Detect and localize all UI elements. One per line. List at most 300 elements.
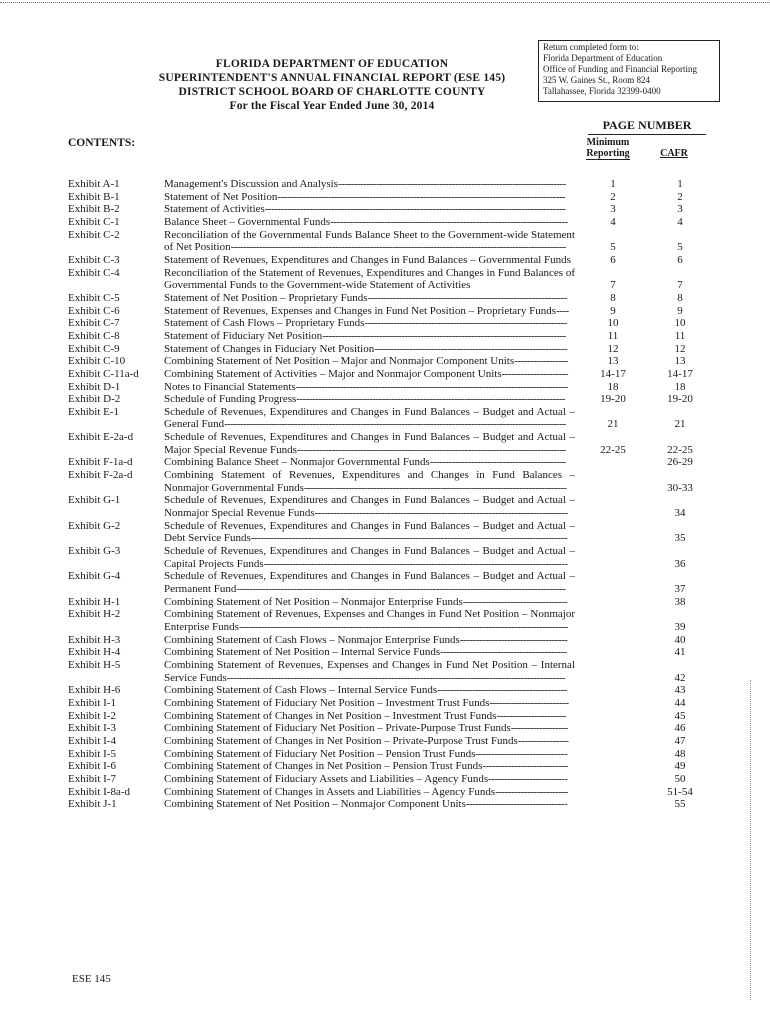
dot-leader: ----------------------: [496, 709, 567, 722]
page-cafr: [652, 317, 708, 330]
exhibit-description-cell: [164, 343, 575, 356]
exhibit-code: Exhibit I-5: [68, 747, 116, 760]
exhibit-description-cell: [164, 596, 575, 609]
dot-leader: -----------------------------------------------------------------------------------------------------------: [226, 671, 566, 684]
toc-row: [68, 267, 708, 292]
exhibit-code: Exhibit H-5: [68, 658, 121, 671]
page-min-value: 11: [607, 329, 619, 342]
page-minimum-reporting: [580, 646, 646, 659]
page-min-value: 12: [607, 342, 619, 355]
dot-leader: ---------------------------: [482, 760, 568, 773]
exhibit-description: Combining Statement of Cash Flows – Nonmajor Enterprise Funds: [164, 633, 460, 646]
exhibit-description-cell: [164, 634, 575, 647]
return-line: Tallahassee, Florida 32399-0400: [543, 86, 661, 96]
toc-row: [68, 406, 708, 431]
toc-row: [68, 330, 708, 343]
page-cafr-value: 47: [674, 734, 686, 747]
page-cafr: [652, 469, 708, 494]
dot-leader: --------------------------------------------------------------------------------------------------------: [238, 620, 568, 633]
exhibit-description-cell: [164, 697, 575, 710]
page-cafr: [652, 203, 708, 216]
report-header: [120, 57, 544, 113]
header-district: DISTRICT SCHOOL BOARD OF CHARLOTTE COUNTY: [178, 86, 486, 98]
toc-row: [68, 735, 708, 748]
exhibit-description: Combining Statement of Fiduciary Net Position – Pension Trust Funds: [164, 747, 476, 760]
exhibit-description: Combining Balance Sheet – Nonmajor Governmental Funds: [164, 456, 430, 469]
page-min-value: 19-20: [600, 393, 626, 406]
page-cafr: [652, 393, 708, 406]
exhibit-code: Exhibit G-3: [68, 545, 121, 558]
exhibit-description: Combining Statement of Activities – Major and Nonmajor Component Units: [164, 367, 502, 380]
page-min-value: 6: [610, 253, 616, 266]
page-cafr: [652, 570, 708, 595]
page-minimum-reporting: [580, 381, 646, 394]
page-cafr: [652, 520, 708, 545]
exhibit-description: Combining Statement of Changes in Net Position – Private-Purpose Trust Funds: [164, 734, 518, 747]
exhibit-code: Exhibit G-1: [68, 494, 121, 507]
page-minimum-reporting: [580, 216, 646, 229]
page-minimum-reporting: [580, 545, 646, 570]
exhibit-description: Statement of Net Position: [164, 190, 278, 203]
exhibit-description: Statement of Changes in Fiduciary Net Position: [164, 342, 375, 355]
dot-leader: -------------------------------------------------------------------------------------------: [277, 190, 566, 203]
toc-row: [68, 191, 708, 204]
page-cafr: [652, 634, 708, 647]
exhibit-code: Exhibit C-10: [68, 355, 126, 368]
page-cafr-value: 35: [674, 532, 686, 545]
toc-row: [68, 355, 708, 368]
exhibit-description-cell: [164, 216, 575, 229]
page-minimum-reporting: [580, 191, 646, 204]
toc-row: [68, 216, 708, 229]
toc-row: [68, 684, 708, 697]
page-minimum-reporting: [580, 229, 646, 254]
exhibit-code: Exhibit C-6: [68, 304, 120, 317]
page-cafr: [652, 178, 708, 191]
toc-row: [68, 545, 708, 570]
page-cafr-value: 5: [677, 241, 683, 254]
page-cafr-value: 13: [674, 355, 686, 368]
exhibit-code: Exhibit H-4: [68, 646, 121, 659]
exhibit-description-cell: [164, 659, 575, 684]
page-cafr-value: 45: [674, 709, 686, 722]
toc-row: [68, 431, 708, 456]
dot-leader: --------------------------------------------------------------------------------: [314, 507, 568, 520]
dot-leader: -----------------------------: [475, 747, 568, 760]
exhibit-code: Exhibit D-2: [68, 393, 121, 406]
page-cafr-value: 34: [674, 507, 686, 520]
dot-leader: ----------------------------------------------------------------------------------------------------------: [230, 241, 566, 254]
dot-leader: -------------------------: [489, 696, 569, 709]
page-cafr-value: 50: [674, 772, 686, 785]
col-head-min-line1: Minimum: [586, 137, 630, 148]
exhibit-description-cell: [164, 469, 575, 494]
exhibit-code: Exhibit G-2: [68, 519, 121, 532]
page-minimum-reporting: [580, 178, 646, 191]
exhibit-description: Combining Statement of Net Position – Internal Service Funds: [164, 646, 441, 659]
exhibit-description-cell: [164, 305, 575, 318]
header-report-title: SUPERINTENDENT'S ANNUAL FINANCIAL REPORT (ESE 145): [158, 72, 506, 84]
page-cafr-value: 21: [674, 418, 686, 431]
page-cafr: [652, 406, 708, 431]
scan-artifact-top: [0, 2, 770, 7]
dot-leader: ------------------------------------------------------------------------------------------------: [263, 557, 568, 570]
page-min-value: 5: [610, 241, 616, 254]
toc-row: [68, 292, 708, 305]
exhibit-description-cell: [164, 267, 575, 292]
exhibit-description-cell: [164, 431, 575, 456]
exhibit-code: Exhibit C-1: [68, 215, 120, 228]
exhibit-description: Combining Statement of Revenues, Expenses and Changes in Fund Net Position – Internal Service Funds: [164, 658, 575, 684]
toc-row: [68, 203, 708, 216]
exhibit-code: Exhibit C-9: [68, 342, 120, 355]
page-cafr-value: 48: [674, 747, 686, 760]
dot-leader: --------------------------------------------------------------------------------------------------------: [236, 583, 566, 595]
exhibit-description-cell: [164, 406, 575, 431]
exhibit-code: Exhibit B-2: [68, 203, 120, 216]
exhibit-description-cell: [164, 798, 575, 811]
dot-leader: -----------------------------------------: [437, 684, 567, 697]
toc-row: [68, 368, 708, 381]
exhibit-description-cell: [164, 773, 575, 786]
exhibit-description-cell: [164, 292, 575, 305]
page-min-value: 7: [610, 279, 616, 292]
exhibit-code: Exhibit A-1: [68, 178, 120, 190]
toc-row: [68, 305, 708, 318]
page-min-value: 1: [610, 178, 616, 190]
exhibit-description: Combining Statement of Cash Flows – Internal Service Funds: [164, 684, 438, 697]
dot-leader: ---------------------------------------------------------------: [367, 291, 567, 304]
page-cafr-value: 49: [674, 760, 686, 773]
page-min-value: 8: [610, 291, 616, 304]
exhibit-description-cell: [164, 494, 575, 519]
page-cafr-value: 55: [674, 798, 686, 811]
page-cafr-value: 39: [674, 620, 686, 633]
col-head-min-line2: Reporting: [586, 148, 630, 159]
page-minimum-reporting: [580, 355, 646, 368]
exhibit-description-cell: [164, 229, 575, 254]
toc-row: [68, 229, 708, 254]
page-minimum-reporting: [580, 634, 646, 647]
page-cafr-value: 6: [677, 253, 683, 266]
exhibit-description: Statement of Revenues, Expenditures and Changes in Fund Balances – Governmental Funds: [164, 253, 571, 266]
exhibit-description-cell: [164, 722, 575, 735]
dot-leader: -------------------------------------------------------------: [374, 342, 568, 355]
page-cafr: [652, 798, 708, 811]
toc-row: [68, 570, 708, 595]
page-min-value: 4: [610, 215, 616, 228]
contents-heading: CONTENTS:: [68, 137, 136, 149]
exhibit-code: Exhibit I-6: [68, 760, 116, 773]
page-cafr: [652, 659, 708, 684]
page-min-value: 9: [610, 304, 616, 317]
exhibit-description-cell: [164, 735, 575, 748]
page-cafr: [652, 431, 708, 456]
page-cafr-value: 22-25: [667, 443, 693, 456]
exhibit-description-cell: [164, 355, 575, 368]
page-cafr: [652, 229, 708, 254]
page-cafr: [652, 456, 708, 469]
page-minimum-reporting: [580, 570, 646, 595]
page-cafr-value: 19-20: [667, 393, 693, 406]
page-minimum-reporting: [580, 722, 646, 735]
form-code: ESE 145: [72, 973, 111, 985]
exhibit-code: Exhibit I-2: [68, 709, 116, 722]
page-cafr: [652, 330, 708, 343]
page-cafr: [652, 545, 708, 570]
exhibit-description: Combining Statement of Changes in Assets and Liabilities – Agency Funds: [164, 785, 496, 798]
page-cafr: [652, 368, 708, 381]
page-minimum-reporting: [580, 773, 646, 786]
dot-leader: ------------------: [510, 722, 568, 735]
exhibit-code: Exhibit C-4: [68, 266, 120, 279]
exhibit-code: Exhibit F-2a-d: [68, 469, 133, 482]
toc-row: [68, 760, 708, 773]
col-head-cafr: CAFR: [660, 148, 688, 159]
page-cafr: [652, 494, 708, 519]
exhibit-description-cell: [164, 317, 575, 330]
page-cafr: [652, 305, 708, 318]
page-cafr-value: 4: [677, 215, 683, 228]
page-minimum-reporting: [580, 305, 646, 318]
page-cafr-value: 1: [677, 178, 683, 190]
page-min-value: 3: [610, 203, 616, 216]
dot-leader: ----------------------------------: [459, 633, 568, 646]
exhibit-code: Exhibit C-11a-d: [68, 367, 139, 380]
toc-row: [68, 381, 708, 394]
page-minimum-reporting: [580, 254, 646, 267]
exhibit-description: Statement of Activities: [164, 203, 265, 216]
exhibit-description-cell: [164, 786, 575, 799]
exhibit-description-cell: [164, 456, 575, 469]
toc-row: [68, 317, 708, 330]
page-minimum-reporting: [580, 735, 646, 748]
toc-row: [68, 798, 708, 811]
col-head-minimum-reporting: [580, 137, 636, 159]
dot-leader: -----------------------------------------------------------------------------------------------: [264, 203, 566, 216]
toc-row: [68, 634, 708, 647]
page-cafr: [652, 646, 708, 659]
return-line: Return completed form to:: [543, 42, 639, 52]
dot-leader: --------------------------------------------------------------------------------------: [295, 380, 568, 393]
page-minimum-reporting: [580, 456, 646, 469]
page-cafr-value: 8: [677, 291, 683, 304]
page-minimum-reporting: [580, 760, 646, 773]
page-cafr: [652, 608, 708, 633]
toc-row: [68, 520, 708, 545]
page-cafr-value: 18: [674, 380, 686, 393]
exhibit-code: Exhibit B-1: [68, 190, 120, 203]
exhibit-description: Schedule of Revenues, Expenditures and Changes in Fund Balances – Budget and Actual – Debt Service Funds: [164, 519, 575, 545]
page-cafr: [652, 722, 708, 735]
exhibit-description: Combining Statement of Net Position – Nonmajor Enterprise Funds: [164, 595, 463, 608]
page-cafr-value: 30-33: [667, 481, 693, 494]
page-cafr-value: 2: [677, 190, 683, 203]
exhibit-code: Exhibit E-1: [68, 405, 120, 418]
page-cafr-value: 44: [674, 696, 686, 709]
exhibit-code: Exhibit H-6: [68, 684, 121, 697]
page-cafr: [652, 267, 708, 292]
page-cafr: [652, 292, 708, 305]
page-min-value: 22-25: [600, 443, 626, 456]
dot-leader: ----------------------------------------------------------------------------------------------------: [250, 532, 568, 545]
exhibit-code: Exhibit I-8a-d: [68, 785, 131, 798]
exhibit-description-cell: [164, 710, 575, 723]
page-cafr: [652, 216, 708, 229]
dot-leader: ----: [555, 304, 569, 317]
page-minimum-reporting: [580, 520, 646, 545]
page-min-value: 14-17: [600, 367, 626, 380]
page-minimum-reporting: [580, 343, 646, 356]
exhibit-description: Reconciliation of the Governmental Funds Balance Sheet to the Government-wide Statement of Net Position: [164, 228, 575, 254]
exhibit-code: Exhibit C-5: [68, 291, 120, 304]
exhibit-description-cell: [164, 608, 575, 633]
toc-row: [68, 722, 708, 735]
page-cafr-value: 38: [674, 595, 686, 608]
page-cafr-value: 41: [674, 646, 686, 659]
page-minimum-reporting: [580, 608, 646, 633]
exhibit-code: Exhibit C-7: [68, 317, 120, 330]
dot-leader: ------------------------------------------------------------------------------------------------------------: [224, 418, 566, 431]
toc-row: [68, 786, 708, 799]
toc-row: [68, 659, 708, 684]
page-minimum-reporting: [580, 697, 646, 710]
exhibit-description: Reconciliation of the Statement of Revenues, Expenditures and Changes in Fund Balances of Governmental Funds to the Government-wide Statement of Activities: [164, 266, 575, 292]
toc-row: [68, 469, 708, 494]
page-cafr: [652, 355, 708, 368]
page-minimum-reporting: [580, 203, 646, 216]
exhibit-description: Combining Statement of Revenues, Expenditures and Changes in Fund Balances – Nonmajor Governmental Funds: [164, 469, 575, 494]
exhibit-code: Exhibit C-3: [68, 253, 120, 266]
exhibit-code: Exhibit G-4: [68, 570, 121, 583]
exhibit-description: Schedule of Funding Progress: [164, 393, 297, 406]
page-minimum-reporting: [580, 469, 646, 494]
page-cafr-value: 40: [674, 633, 686, 646]
page-cafr-value: 37: [674, 583, 686, 595]
dot-leader: ----------------: [517, 734, 569, 747]
exhibit-code: Exhibit F-1a-d: [68, 456, 133, 469]
exhibit-code: Exhibit C-8: [68, 329, 120, 342]
dot-leader: -----------------------------------------------------------------------------: [322, 329, 566, 342]
exhibit-description-cell: [164, 368, 575, 381]
exhibit-code: Exhibit C-2: [68, 228, 120, 241]
page-min-value: 18: [607, 380, 619, 393]
exhibit-description-cell: [164, 570, 575, 595]
dot-leader: -----------------: [514, 355, 568, 368]
exhibit-description: Notes to Financial Statements: [164, 380, 296, 393]
dot-leader: ----------------------------------------: [440, 646, 567, 659]
exhibit-description-cell: [164, 381, 575, 394]
dot-leader: ---------------------------------: [462, 595, 568, 608]
dot-leader: -------------------------: [488, 772, 568, 785]
page-cafr: [652, 697, 708, 710]
page-minimum-reporting: [580, 494, 646, 519]
page-cafr: [652, 381, 708, 394]
page-minimum-reporting: [580, 431, 646, 456]
page-minimum-reporting: [580, 659, 646, 684]
page-cafr: [652, 773, 708, 786]
toc-row: [68, 393, 708, 406]
page-minimum-reporting: [580, 786, 646, 799]
exhibit-description: Schedule of Revenues, Expenditures and Changes in Fund Balances – Budget and Actual – Nonmajor Special Revenue Funds: [164, 494, 575, 520]
exhibit-description-cell: [164, 330, 575, 343]
exhibit-description-cell: [164, 760, 575, 773]
exhibit-description: Schedule of Revenues, Expenditures and Changes in Fund Balances – Budget and Actual – General Fund: [164, 405, 575, 431]
page-cafr: [652, 760, 708, 773]
page-cafr: [652, 596, 708, 609]
exhibit-code: Exhibit E-2a-d: [68, 431, 134, 444]
exhibit-description-cell: [164, 545, 575, 570]
return-line: Office of Funding and Financial Reporting: [543, 64, 698, 74]
exhibit-description-cell: [164, 191, 575, 204]
page-minimum-reporting: [580, 748, 646, 761]
page-minimum-reporting: [580, 267, 646, 292]
header-fiscal-year: For the Fiscal Year Ended June 30, 2014: [229, 100, 435, 112]
page-cafr-value: 46: [674, 722, 686, 735]
page-minimum-reporting: [580, 330, 646, 343]
page-cafr-value: 42: [674, 671, 686, 684]
page-cafr: [652, 343, 708, 356]
page-minimum-reporting: [580, 710, 646, 723]
page-cafr: [652, 684, 708, 697]
page-cafr: [652, 191, 708, 204]
return-line: Florida Department of Education: [543, 53, 663, 63]
exhibit-code: Exhibit I-4: [68, 734, 116, 747]
exhibit-code: Exhibit D-1: [68, 380, 121, 393]
header-department: FLORIDA DEPARTMENT OF EDUCATION: [215, 58, 449, 70]
page-cafr-value: 51-54: [667, 785, 693, 798]
exhibit-code: Exhibit I-3: [68, 722, 116, 735]
page-cafr: [652, 786, 708, 799]
scan-artifact-margin: [750, 680, 752, 1000]
exhibit-description: Combining Statement of Net Position – Major and Nonmajor Component Units: [164, 355, 515, 368]
page-cafr-value: 11: [674, 329, 686, 342]
page-cafr-value: 10: [674, 317, 686, 330]
exhibit-description-cell: [164, 254, 575, 267]
exhibit-description: Combining Statement of Fiduciary Net Position – Investment Trust Funds: [164, 696, 490, 709]
dot-leader: -------------------------------------------: [429, 456, 566, 469]
exhibit-description: Combining Statement of Fiduciary Net Position – Private-Purpose Trust Funds: [164, 722, 511, 735]
exhibit-code: Exhibit I-7: [68, 772, 116, 785]
exhibit-description: Combining Statement of Fiduciary Assets and Liabilities – Agency Funds: [164, 772, 489, 785]
toc-row: [68, 646, 708, 659]
exhibit-description-cell: [164, 393, 575, 406]
exhibit-code: Exhibit H-1: [68, 595, 121, 608]
page-cafr-value: 7: [677, 279, 683, 292]
exhibit-code: Exhibit H-3: [68, 633, 121, 646]
exhibit-description: Management's Discussion and Analysis: [164, 178, 338, 190]
dot-leader: -----------------------------------------------------------------------------------: [303, 481, 567, 494]
toc-row: [68, 343, 708, 356]
exhibit-description-cell: [164, 646, 575, 659]
page-cafr: [652, 735, 708, 748]
page-minimum-reporting: [580, 292, 646, 305]
page-minimum-reporting: [580, 596, 646, 609]
page-min-value: 2: [610, 190, 616, 203]
page-cafr-value: 12: [674, 342, 686, 355]
exhibit-description-cell: [164, 684, 575, 697]
toc-row: [68, 178, 708, 191]
return-line: 325 W. Gaines St., Room 824: [543, 75, 651, 85]
exhibit-description-cell: [164, 178, 575, 191]
dot-leader: ---------------------------------------------------------------------------: [330, 215, 568, 228]
page-minimum-reporting: [580, 317, 646, 330]
exhibit-code: Exhibit J-1: [68, 798, 117, 811]
page-min-value: 21: [607, 418, 619, 431]
page-minimum-reporting: [580, 368, 646, 381]
toc-row: [68, 748, 708, 761]
toc-row: [68, 697, 708, 710]
